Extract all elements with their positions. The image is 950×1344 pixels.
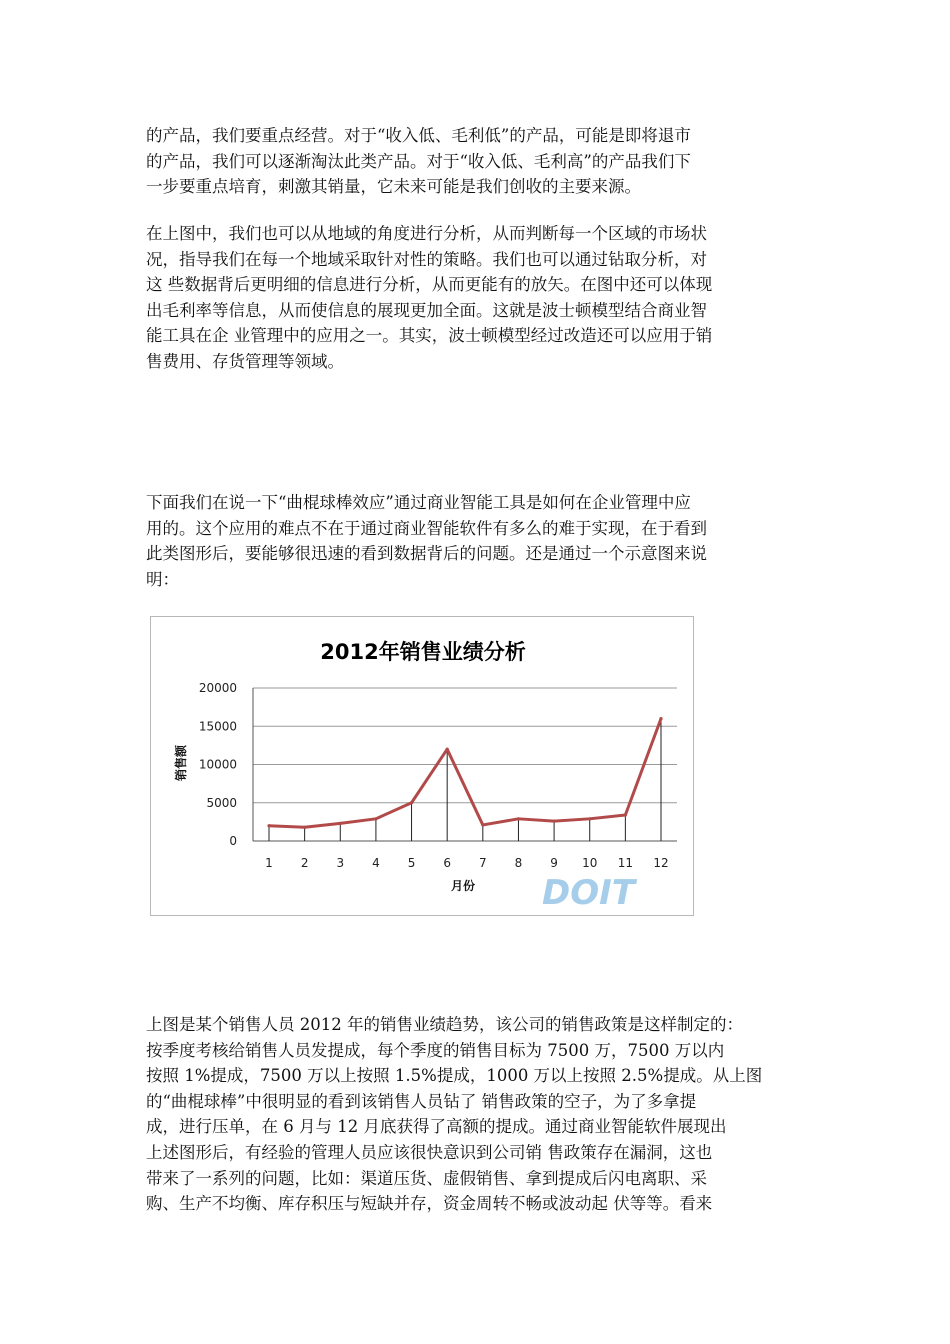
chart-svg xyxy=(151,617,695,917)
text-line: 带来了一系列的问题，比如：渠道压货、虚假销售、拿到提成后闪电离职、采 xyxy=(146,1168,707,1188)
text-line: 的产品，我们可以逐渐淘汰此类产品。对于“收入低、毛利高”的产品我们下 xyxy=(146,151,691,171)
text-line: 况，指导我们在每一个地域采取针对性的策略。我们也可以通过钻取分析，对 xyxy=(146,249,707,269)
text-line: 购、生产不均衡、库存积压与短缺并存，资金周转不畅或波动起 伏等等。看来 xyxy=(146,1194,713,1214)
doit-watermark-logo: DOIT xyxy=(542,873,635,913)
paragraph-4 xyxy=(146,1012,818,1217)
data-point xyxy=(339,822,342,825)
x-tick-label: 1 xyxy=(265,856,273,870)
sales-series-line xyxy=(269,719,661,828)
text-line: 能工具在企 业管理中的应用之一。其实，波士顿模型经过改造还可以应用于销 xyxy=(146,326,713,346)
y-tick-label: 5000 xyxy=(206,795,237,810)
text-line: 下面我们在说一下“曲棍球棒效应”通过商业智能工具是如何在企业管理中应 xyxy=(146,493,691,512)
x-tick-label: 9 xyxy=(550,856,558,870)
x-tick-label: 4 xyxy=(372,856,380,870)
text-line: 出毛利率等信息，从而使信息的展现更加全面。这就是波士顿模型结合商业智 xyxy=(146,300,707,320)
text-line: 的“曲棍球棒”中很明显的看到该销售人员钻了 销售政策的空子，为了多拿提 xyxy=(146,1091,697,1111)
text-line: 上述图形后，有经验的管理人员应该很快意识到公司销 售政策存在漏洞，这也 xyxy=(146,1142,713,1162)
data-point xyxy=(624,813,627,816)
data-point xyxy=(552,820,555,823)
data-point xyxy=(303,826,306,829)
text-line: 上图是某个销售人员 2012 年的销售业绩趋势，该公司的销售政策是这样制定的： xyxy=(146,1015,743,1034)
data-point xyxy=(517,817,520,820)
y-axis-label: 销售额 xyxy=(174,744,188,782)
paragraph-2 xyxy=(146,221,818,375)
data-point xyxy=(446,748,449,751)
data-point xyxy=(374,817,377,820)
text-line: 用的。这个应用的难点不在于通过商业智能软件有多么的难于实现，在于看到 xyxy=(146,518,707,538)
x-tick-label: 5 xyxy=(407,856,416,870)
text-line: 一步要重点培育，刺激其销量，它未来可能是我们创收的主要来源。 xyxy=(146,177,641,197)
data-point xyxy=(659,717,662,720)
text-line: 按照 1%提成，7500 万以上按照 1.5%提成，1000 万以上按照 2.5%提成。从上图 xyxy=(146,1066,763,1086)
x-tick-label: 8 xyxy=(514,856,523,870)
text-line: 成，进行压单，在 6 月与 12 月底获得了高额的提成。通过商业智能软件展现出 xyxy=(146,1117,727,1137)
x-axis-label: 月份 xyxy=(450,879,476,893)
text-line: 在上图中，我们也可以从地域的角度进行分析，从而判断每一个区域的市场状 xyxy=(146,224,707,243)
y-tick-label: 20000 xyxy=(198,681,237,695)
x-tick-label: 3 xyxy=(336,856,345,870)
text-line: 此类图形后，要能够很迅速的看到数据背后的问题。还是通过一个示意图来说 xyxy=(146,544,707,564)
x-tick-label: 12 xyxy=(653,856,669,870)
x-tick-label: 10 xyxy=(582,856,598,870)
x-tick-label: 7 xyxy=(478,856,487,870)
text-line: 明： xyxy=(146,569,179,589)
x-tick-label: 2 xyxy=(300,856,309,870)
paragraph-1 xyxy=(146,123,818,200)
text-line: 这 些数据背后更明细的信息进行分析，从而更能有的放矢。在图中还可以体现 xyxy=(146,275,713,295)
x-tick-label: 6 xyxy=(443,856,452,870)
y-tick-label: 10000 xyxy=(198,757,237,772)
text-line: 的产品，我们要重点经营。对于“收入低、毛利低”的产品，可能是即将退市 xyxy=(146,126,691,145)
paragraph-3 xyxy=(146,490,818,592)
text-line: 售费用、存货管理等领域。 xyxy=(146,351,344,371)
x-tick-label: 11 xyxy=(617,856,634,870)
y-tick-label: 15000 xyxy=(198,719,237,734)
data-point xyxy=(588,817,591,820)
data-point xyxy=(267,824,270,827)
data-point xyxy=(481,823,484,826)
data-point xyxy=(410,801,413,804)
chart-title: 2012年销售业绩分析 xyxy=(320,640,526,664)
text-line: 按季度考核给销售人员发提成，每个季度的销售目标为 7500 万，7500 万以内 xyxy=(146,1040,725,1060)
sales-chart xyxy=(150,616,694,916)
y-tick-label: 0 xyxy=(229,834,237,848)
